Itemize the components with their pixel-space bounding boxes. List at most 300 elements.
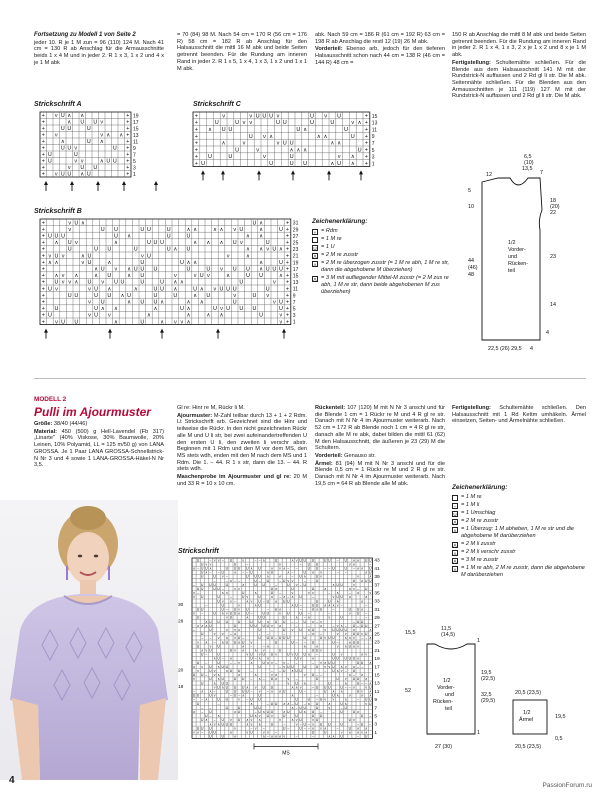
chart-bottom-row-number: 17 — [374, 665, 380, 671]
schematic-bottom-label: Ärmel — [519, 717, 534, 723]
stitch-symbol: U — [311, 640, 315, 645]
stitch-symbol: U — [311, 709, 315, 714]
chart-b-row-number: 3 — [292, 313, 296, 320]
stitch-symbol: – — [307, 632, 310, 637]
stitch-symbol: U — [356, 619, 360, 624]
stitch-symbol: ∧ — [219, 226, 224, 233]
legend-symbol-icon: – — [453, 503, 457, 509]
stitch-symbol: U — [340, 709, 343, 714]
stitch-symbol: U — [225, 689, 229, 694]
stitch-symbol: – — [209, 705, 212, 710]
stitch-symbol: ν — [349, 562, 351, 567]
stitch-symbol: U — [303, 636, 306, 641]
stitch-symbol: ∧ — [245, 246, 250, 253]
stitch-symbol: U — [153, 299, 158, 306]
stitch-symbol: – — [299, 603, 302, 608]
stitch-symbol: U — [250, 714, 253, 719]
stitch-symbol: ∧ — [295, 685, 298, 690]
stitch-symbol: ∧ — [340, 623, 343, 628]
stitch-symbol: ∧ — [237, 640, 241, 645]
stitch-symbol: – — [246, 697, 249, 702]
stitch-symbol: U — [237, 619, 241, 624]
stitch-symbol: ∧ — [233, 632, 237, 637]
stitch-symbol: U — [74, 319, 79, 326]
stitch-symbol: U — [201, 726, 204, 731]
stitch-symbol: ∧ — [246, 718, 249, 723]
stitch-symbol: ν — [239, 240, 243, 247]
stitch-symbol: U — [356, 607, 360, 612]
stitch-symbol: U — [160, 286, 165, 293]
stitch-symbol: ∧ — [209, 566, 212, 571]
stitch-symbol: U — [225, 619, 229, 624]
stitch-symbol: U — [233, 562, 237, 567]
stitch-symbol: U — [196, 607, 200, 612]
stitch-symbol: + — [41, 306, 45, 313]
stitch-symbol: U — [348, 726, 352, 731]
chart-bottom-row-number: 31 — [374, 607, 380, 613]
stitch-symbol: ν — [328, 615, 331, 620]
stitch-symbol: – — [336, 570, 339, 575]
stitch-symbol: U — [336, 627, 339, 632]
stitch-symbol: – — [262, 726, 265, 731]
stitch-symbol: ∧ — [348, 730, 352, 735]
chart-b-row-number: 9 — [292, 293, 296, 300]
stitch-symbol: U — [352, 709, 356, 714]
stitch-symbol: U — [356, 640, 360, 645]
legend-bottom-item — [452, 549, 590, 556]
stitch-symbol: U — [166, 226, 171, 233]
stitch-symbol: ν — [295, 722, 298, 727]
stitch-symbol: ∧ — [311, 656, 315, 661]
fertig-text-top: Schultemähte schließen. Für die Blende aus dem Halsausschnitt 141 M mit der Rundstrick-N auffassen und 2 Rd gl li str. Die M abk. Seitennähte schließen. Für die Blenden aus den Armausschnitten je 111 (119) 127 M mit der Rundstrick-N auffassen und 2 Rd gl li str. Die M abk. — [452, 59, 587, 100]
stitch-symbol: U — [344, 627, 347, 632]
stitch-symbol: – — [279, 591, 282, 596]
stitch-symbol: ν — [254, 685, 257, 690]
stitch-symbol: – — [225, 578, 228, 583]
stitch-symbol: + — [41, 240, 45, 247]
stitch-symbol: ν — [246, 652, 249, 657]
stitch-symbol: ν — [250, 599, 253, 604]
stitch-symbol: ν — [279, 319, 283, 326]
stitch-symbol: U — [186, 266, 191, 273]
legend-top-item — [312, 236, 452, 243]
stitch-symbol: ν — [271, 623, 273, 628]
stitch-symbol: U — [270, 701, 274, 706]
stitch-symbol: U — [283, 726, 286, 731]
woman-photo-illustration — [0, 500, 178, 780]
stitch-symbol: U — [160, 279, 165, 286]
stitch-symbol: U — [209, 677, 212, 682]
stitch-symbol: U — [206, 266, 211, 273]
stitch-symbol: – — [365, 615, 368, 620]
top-col-2-body: = 70 (84) 98 M. Nach 54 cm = 170 R (56 cm = 176 R) 58 cm = 182 R ab Anschlag für den Halsausschnitt die mittl 16 M abk und beide Seiten getrennt beenden. Für die Rundung am inneren Rand in jeder 2. R 1 x 5, 1 x 4, 1 x 3, 1 x 2 und 1 x 1 M abk. — [177, 32, 307, 72]
stitch-symbol: ν — [180, 319, 184, 326]
schematic-bottom-label: 19,5 — [481, 670, 492, 676]
stitch-symbol: ∧ — [250, 566, 253, 571]
legend-bottom-text: = 2 M li zusstr — [461, 541, 496, 547]
stitch-symbol: U — [332, 636, 335, 641]
stitch-symbol: – — [287, 595, 290, 600]
stitch-symbol: U — [272, 246, 277, 253]
stitch-symbol: U — [330, 120, 335, 127]
stitch-symbol: ν — [234, 636, 236, 641]
stitch-symbol: ν — [201, 664, 204, 669]
legend-top-item — [312, 260, 452, 274]
stitch-symbol: ∧ — [217, 673, 220, 678]
stitch-symbol: – — [357, 722, 359, 727]
schematic-bottom-label: (22,5) — [481, 676, 496, 682]
stitch-symbol: – — [316, 619, 318, 624]
stitch-symbol: ∧ — [369, 627, 372, 632]
stitch-symbol: + — [41, 279, 45, 286]
stitch-symbol: U — [258, 705, 261, 710]
stitch-symbol: U — [226, 306, 231, 313]
stitch-symbol: + — [364, 113, 369, 120]
schematic-bottom-label: Vorder- — [437, 685, 455, 691]
stitch-symbol: ∧ — [221, 685, 224, 690]
stitch-symbol: U — [319, 714, 323, 719]
stitch-symbol: ν — [74, 240, 78, 247]
stitch-symbol: U — [113, 279, 118, 286]
stitch-symbol: U — [133, 266, 138, 273]
schematic-bottom-label: und — [445, 692, 454, 698]
stitch-symbol: – — [275, 730, 277, 735]
schematic-top-label: (20) — [550, 204, 560, 210]
stitch-symbol: ν — [234, 726, 236, 731]
chart-c-grid — [193, 112, 393, 192]
stitch-symbol: ∧ — [303, 147, 308, 154]
stitch-symbol: ∧ — [146, 312, 151, 319]
stitch-symbol: – — [316, 693, 318, 698]
stitch-symbol: ∧ — [258, 718, 261, 723]
stitch-symbol: ν — [221, 574, 224, 579]
stitch-symbol: U — [328, 599, 331, 604]
stitch-symbol: U — [250, 697, 253, 702]
stitch-symbol: – — [336, 640, 339, 645]
stitch-symbol: – — [209, 714, 212, 719]
stitch-symbol: – — [344, 668, 347, 673]
stitch-symbol: U — [283, 689, 286, 694]
schematic-top-label: teil — [508, 268, 515, 274]
stitch-symbol: U — [266, 599, 270, 604]
stitch-symbol: U — [324, 558, 327, 563]
stitch-symbol: ∧ — [365, 730, 368, 735]
stitch-symbol: U — [86, 171, 91, 178]
stitch-symbol: U — [209, 709, 212, 714]
stitch-symbol: ν — [324, 664, 327, 669]
legend-top-item — [312, 275, 452, 296]
stitch-symbol: ν — [61, 279, 65, 286]
mid-col-3 — [315, 405, 445, 488]
stitch-symbol: ∧ — [283, 566, 286, 571]
stitch-symbol: ∧ — [205, 623, 208, 628]
stitch-symbol: U — [140, 299, 145, 306]
stitch-symbol: – — [336, 558, 339, 563]
model-2-intro — [34, 421, 164, 470]
stitch-symbol: ν — [324, 636, 327, 641]
stitch-symbol: – — [320, 632, 323, 637]
stitch-symbol: – — [365, 611, 368, 616]
stitch-symbol: + — [194, 161, 199, 168]
stitch-symbol: ∧ — [324, 726, 327, 731]
chart-bottom-row-number: 19 — [374, 657, 380, 663]
stitch-symbol: U — [283, 627, 286, 632]
stitch-symbol: ν — [312, 722, 314, 727]
stitch-symbol: U — [278, 306, 283, 313]
stitch-symbol: ∧ — [344, 697, 347, 702]
stitch-symbol: – — [230, 595, 232, 600]
stitch-symbol: U — [315, 578, 319, 583]
stitch-symbol: – — [275, 660, 277, 665]
stitch-symbol: U — [299, 574, 302, 579]
schematic-bottom-label: 1 — [477, 638, 480, 644]
stitch-symbol: + — [285, 259, 290, 266]
stitch-symbol: ∧ — [217, 722, 220, 727]
schematic-bottom-label: 1/2 — [443, 678, 451, 684]
stitch-symbol: ν — [81, 259, 85, 266]
stitch-symbol: U — [228, 127, 233, 134]
stitch-symbol: ν — [74, 145, 78, 152]
stitch-symbol: U — [272, 266, 277, 273]
chart-bottom-row-number: 3 — [374, 722, 378, 728]
stitch-symbol: U — [258, 615, 261, 620]
stitch-symbol: U — [153, 266, 158, 273]
stitch-symbol: ∧ — [186, 306, 191, 313]
stitch-symbol: U — [274, 558, 278, 563]
schematic-top-label: 5 — [468, 188, 471, 194]
schematic-top-label: 13,5 — [522, 166, 533, 172]
stitch-symbol: ∧ — [348, 595, 352, 600]
stitch-symbol: ∧ — [113, 240, 118, 247]
stitch-symbol: U — [60, 145, 65, 152]
stitch-symbol: U — [270, 586, 274, 591]
stitch-symbol: ∧ — [199, 299, 204, 306]
stitch-symbol: U — [86, 126, 91, 133]
stitch-symbol: U — [67, 171, 72, 178]
legend-symbol-icon: ⋀ — [453, 558, 457, 564]
stitch-symbol: ν — [88, 299, 91, 306]
chart-b — [40, 219, 310, 354]
stitch-symbol: U — [311, 714, 315, 719]
stitch-symbol: ∧ — [186, 259, 191, 266]
stitch-symbol: U — [201, 652, 204, 657]
stitch-symbol: – — [266, 734, 269, 739]
stitch-symbol: ν — [320, 648, 322, 653]
stitch-symbol: ∧ — [201, 689, 204, 694]
legend-top-title: Zeichenerklärung: — [312, 218, 368, 225]
stitch-symbol: U — [356, 660, 360, 665]
stitch-symbol: U — [107, 246, 112, 253]
stitch-symbol: ∧ — [332, 603, 335, 608]
chart-bottom-left-row-number: 28 — [178, 619, 184, 625]
stitch-symbol: ∧ — [348, 636, 352, 641]
chart-a-grid — [40, 112, 180, 192]
stitch-symbol: ∧ — [199, 286, 204, 293]
stitch-symbol: ∧ — [193, 259, 198, 266]
stitch-symbol: – — [344, 685, 347, 690]
pattern-arrowhead — [201, 170, 205, 174]
stitch-symbol: U — [348, 644, 352, 649]
stitch-symbol: + — [41, 292, 45, 299]
stitch-symbol: U — [343, 127, 349, 134]
stitch-symbol: U — [369, 566, 372, 571]
stitch-symbol: ∧ — [344, 681, 347, 686]
chart-b-row-number: 7 — [292, 299, 296, 306]
stitch-symbol: U — [209, 668, 212, 673]
stitch-symbol: + — [194, 113, 199, 120]
stitch-symbol: ∧ — [119, 132, 124, 139]
legend-symbol-icon: U — [313, 245, 317, 251]
chart-b-row-number: 31 — [292, 220, 299, 227]
stitch-symbol: U — [295, 714, 298, 719]
stitch-symbol: U — [340, 685, 343, 690]
stitch-symbol: ν — [213, 632, 216, 637]
stitch-symbol: U — [332, 627, 335, 632]
stitch-symbol: ν — [279, 611, 281, 616]
stitch-symbol: U — [340, 582, 343, 587]
stitch-symbol: ∧ — [278, 607, 282, 612]
stitch-symbol: U — [311, 673, 315, 678]
stitch-symbol: U — [213, 574, 216, 579]
stitch-symbol: U — [225, 566, 229, 571]
stitch-symbol: U — [262, 611, 265, 616]
stitch-symbol: – — [213, 640, 216, 645]
stitch-symbol: ∧ — [307, 701, 311, 706]
stitch-symbol: U — [332, 566, 335, 571]
stitch-symbol: U — [196, 558, 200, 563]
stitch-symbol: ∧ — [274, 673, 278, 678]
stitch-symbol: U — [365, 558, 368, 563]
stitch-symbol: U — [229, 611, 233, 616]
stitch-symbol: U — [205, 566, 208, 571]
stitch-symbol: U — [303, 582, 306, 587]
stitch-symbol: U — [233, 685, 237, 690]
stitch-symbol: – — [303, 726, 306, 731]
stitch-symbol: ∧ — [356, 730, 360, 735]
stitch-symbol: U — [250, 570, 253, 575]
stitch-symbol: ∧ — [270, 595, 274, 600]
legend-top-text: = 2 M re zusstr — [321, 252, 359, 258]
stitch-symbol: ∧ — [206, 240, 211, 247]
stitch-symbol: U — [219, 286, 224, 293]
stitch-symbol: U — [166, 233, 171, 240]
stitch-symbol: + — [285, 233, 290, 240]
schematic-bottom-drawing — [405, 622, 595, 752]
stitch-symbol: U — [356, 632, 360, 637]
stitch-symbol: ν — [312, 718, 314, 723]
schematic-bottom-label: 27 (30) — [435, 744, 453, 750]
stitch-symbol: ∧ — [259, 226, 264, 233]
stitch-symbol: – — [250, 668, 253, 673]
fertig-label-mid: Fertigstellung: — [452, 405, 491, 411]
stitch-symbol: – — [357, 623, 359, 628]
stitch-symbol: U — [296, 127, 301, 134]
ajour-label: Ajourmuster: — [177, 412, 213, 419]
stitch-symbol: U — [328, 558, 331, 563]
stitch-symbol: + — [364, 133, 369, 140]
stitch-symbol: ν — [349, 693, 351, 698]
stitch-symbol: U — [67, 145, 72, 152]
stitch-symbol: + — [364, 154, 369, 161]
stitch-symbol: U — [315, 648, 319, 653]
stitch-symbol: ∧ — [160, 319, 165, 326]
stitch-symbol: U — [221, 734, 224, 739]
stitch-symbol: ν — [272, 299, 276, 306]
pattern-arrowhead — [44, 329, 48, 333]
stitch-symbol: – — [295, 619, 298, 624]
stitch-symbol: ν — [107, 312, 111, 319]
stitch-symbol: U — [258, 566, 261, 571]
stitch-symbol: U — [209, 619, 212, 624]
stitch-symbol: – — [299, 562, 302, 567]
stitch-symbol: – — [225, 607, 228, 612]
stitch-symbol: ∧ — [206, 312, 211, 319]
stitch-symbol: ν — [287, 578, 290, 583]
stitch-symbol: U — [344, 558, 347, 563]
stitch-symbol: ν — [324, 627, 327, 632]
stitch-symbol: ν — [242, 140, 246, 147]
stitch-symbol: – — [303, 640, 306, 645]
stitch-symbol: U — [207, 154, 213, 161]
stitch-symbol: ∧ — [350, 161, 355, 168]
stitch-symbol: – — [197, 566, 200, 571]
stitch-symbol: – — [242, 570, 245, 575]
stitch-symbol: ∧ — [266, 656, 270, 661]
stitch-symbol: U — [274, 640, 278, 645]
stitch-symbol: U — [47, 286, 52, 293]
stitch-symbol: U — [365, 586, 368, 591]
stitch-symbol: U — [209, 726, 212, 731]
stitch-symbol: + — [364, 147, 369, 154]
stitch-symbol: U — [239, 306, 244, 313]
stitch-symbol: U — [246, 611, 249, 616]
stitch-symbol: U — [258, 619, 261, 624]
stitch-symbol: – — [365, 681, 368, 686]
stitch-symbol: + — [364, 120, 369, 127]
stitch-symbol: – — [340, 603, 343, 608]
stitch-symbol: – — [205, 673, 208, 678]
stitch-symbol: – — [230, 632, 232, 637]
stitch-symbol: U — [324, 685, 327, 690]
stitch-symbol: U — [332, 640, 335, 645]
stitch-symbol: ∧ — [270, 734, 274, 739]
stitch-symbol: U — [225, 697, 229, 702]
stitch-symbol: U — [287, 664, 290, 669]
stitch-symbol: ∧ — [360, 607, 364, 612]
stitch-symbol: U — [237, 566, 241, 571]
stitch-symbol: – — [266, 607, 269, 612]
stitch-symbol: U — [340, 701, 343, 706]
chart-bottom-row-number: 7 — [374, 706, 378, 712]
stitch-symbol: U — [80, 165, 85, 172]
stitch-symbol: – — [197, 591, 200, 596]
stitch-symbol: – — [254, 558, 257, 563]
stitch-symbol: U — [315, 599, 319, 604]
stitch-symbol: U — [221, 607, 224, 612]
stitch-symbol: ∧ — [193, 292, 198, 299]
chart-b-row-number: 27 — [292, 233, 299, 240]
stitch-symbol: U — [217, 697, 220, 702]
legend-top-item — [312, 252, 452, 259]
watermark: PassionForum.ru — [542, 782, 592, 789]
stitch-symbol: ν — [262, 730, 265, 735]
chart-b-row-number: 5 — [292, 306, 296, 313]
stitch-symbol: U — [262, 623, 265, 628]
stitch-symbol: ν — [337, 154, 341, 161]
stitch-symbol: U — [254, 578, 257, 583]
stitch-symbol: ∧ — [205, 570, 208, 575]
ms-label: MS — [282, 750, 290, 757]
